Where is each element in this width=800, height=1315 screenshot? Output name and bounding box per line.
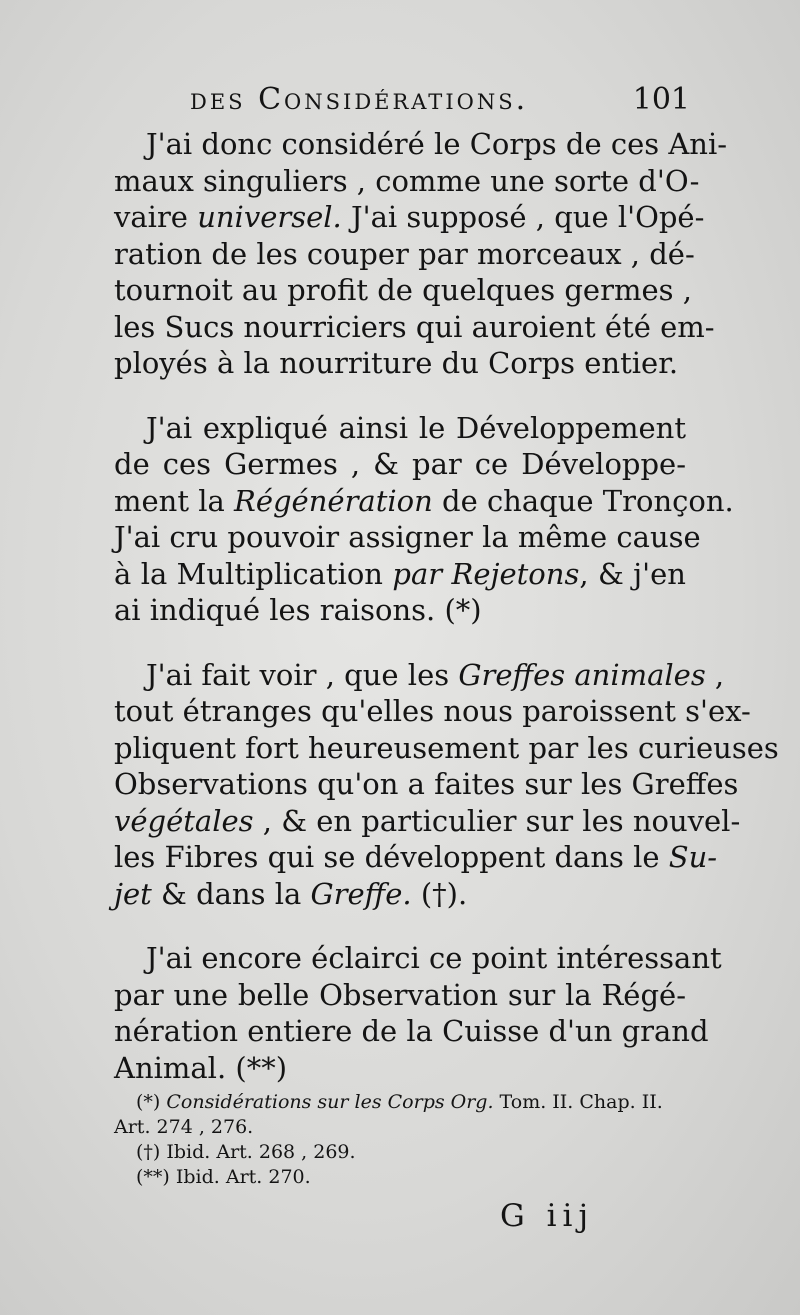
footnote-line: Art. 274 , 276. <box>114 1116 254 1138</box>
text-line: J'ai expliqué ainsi le Développement <box>146 410 686 445</box>
italic-text: par Rejetons <box>392 556 580 591</box>
paragraph <box>114 126 728 382</box>
text-line: J'ai cru pouvoir assigner la même cause <box>114 520 701 554</box>
text-line: de ces Germes , & par ce Développe- <box>114 447 686 481</box>
text-line: J'ai encore éclairci ce point intéressant <box>146 941 722 975</box>
footnote-line: (†) Ibid. Art. 268 , 269. <box>136 1141 356 1163</box>
text-line: J'ai donc considéré le Corps de ces Ani- <box>146 127 728 161</box>
footnote-line: (**) Ibid. Art. 270. <box>136 1166 311 1188</box>
paragraph <box>114 940 722 1086</box>
italic-text: jet <box>114 876 152 911</box>
paragraph <box>114 410 734 629</box>
text-line: jet & dans la Greffe. (†). <box>114 876 468 911</box>
italic-text: Greffes animales <box>458 657 706 692</box>
text-line: nération entiere de la Cuisse d'un grand <box>114 1014 709 1048</box>
text-line: ment la Régénération de chaque Tronçon. <box>114 483 734 518</box>
text-line: tournoit au profit de quelques germes , <box>114 273 692 307</box>
footnote-line: (*) Considérations sur les Corps Org. Tom. II. Chap. II. <box>136 1091 663 1113</box>
italic-text: Su- <box>668 840 718 874</box>
text-line: les Sucs nourriciers qui auroient été em- <box>114 309 715 344</box>
text-line: pliquent fort heureusement par les curieuses <box>114 730 779 765</box>
running-title: des Considérations. <box>190 82 529 117</box>
italic-text: Régénération <box>234 483 433 518</box>
body-text <box>114 126 779 1114</box>
italic-text: Considérations sur les Corps Org. <box>166 1091 494 1113</box>
text-line: à la Multiplication par Rejetons, & j'en <box>114 556 686 591</box>
text-line: les Fibres qui se développent dans le Su- <box>114 840 718 874</box>
text-line: par une belle Observation sur la Régé- <box>114 977 686 1012</box>
italic-text: Greffe. <box>310 876 412 911</box>
text-line: J'ai fait voir , que les Greffes animales , <box>146 657 725 692</box>
italic-text: végétales <box>114 803 254 838</box>
text-line: ployés à la nourriture du Corps entier. <box>114 346 679 380</box>
footnotes <box>114 1090 686 1190</box>
italic-text: universel. <box>197 200 342 234</box>
page-header <box>190 82 690 126</box>
text-line: vaire universel. J'ai supposé , que l'Opé- <box>114 200 705 234</box>
text-line: ration de les couper par morceaux , dé- <box>114 236 695 271</box>
paragraph <box>114 657 779 913</box>
page-number: 101 <box>632 82 690 117</box>
text-line: végétales , & en particulier sur les nouvel- <box>114 803 741 838</box>
text-line: ai indiqué les raisons. (*) <box>114 593 482 627</box>
text-line: Observations qu'on a faites sur les Greffes <box>114 767 739 801</box>
text-line: Animal. (**) <box>114 1050 288 1085</box>
signature-mark: G iij <box>500 1198 595 1234</box>
text-line: tout étranges qu'elles nous paroissent s'ex- <box>114 694 751 728</box>
text-line: maux singuliers , comme une sorte d'O- <box>114 163 700 198</box>
